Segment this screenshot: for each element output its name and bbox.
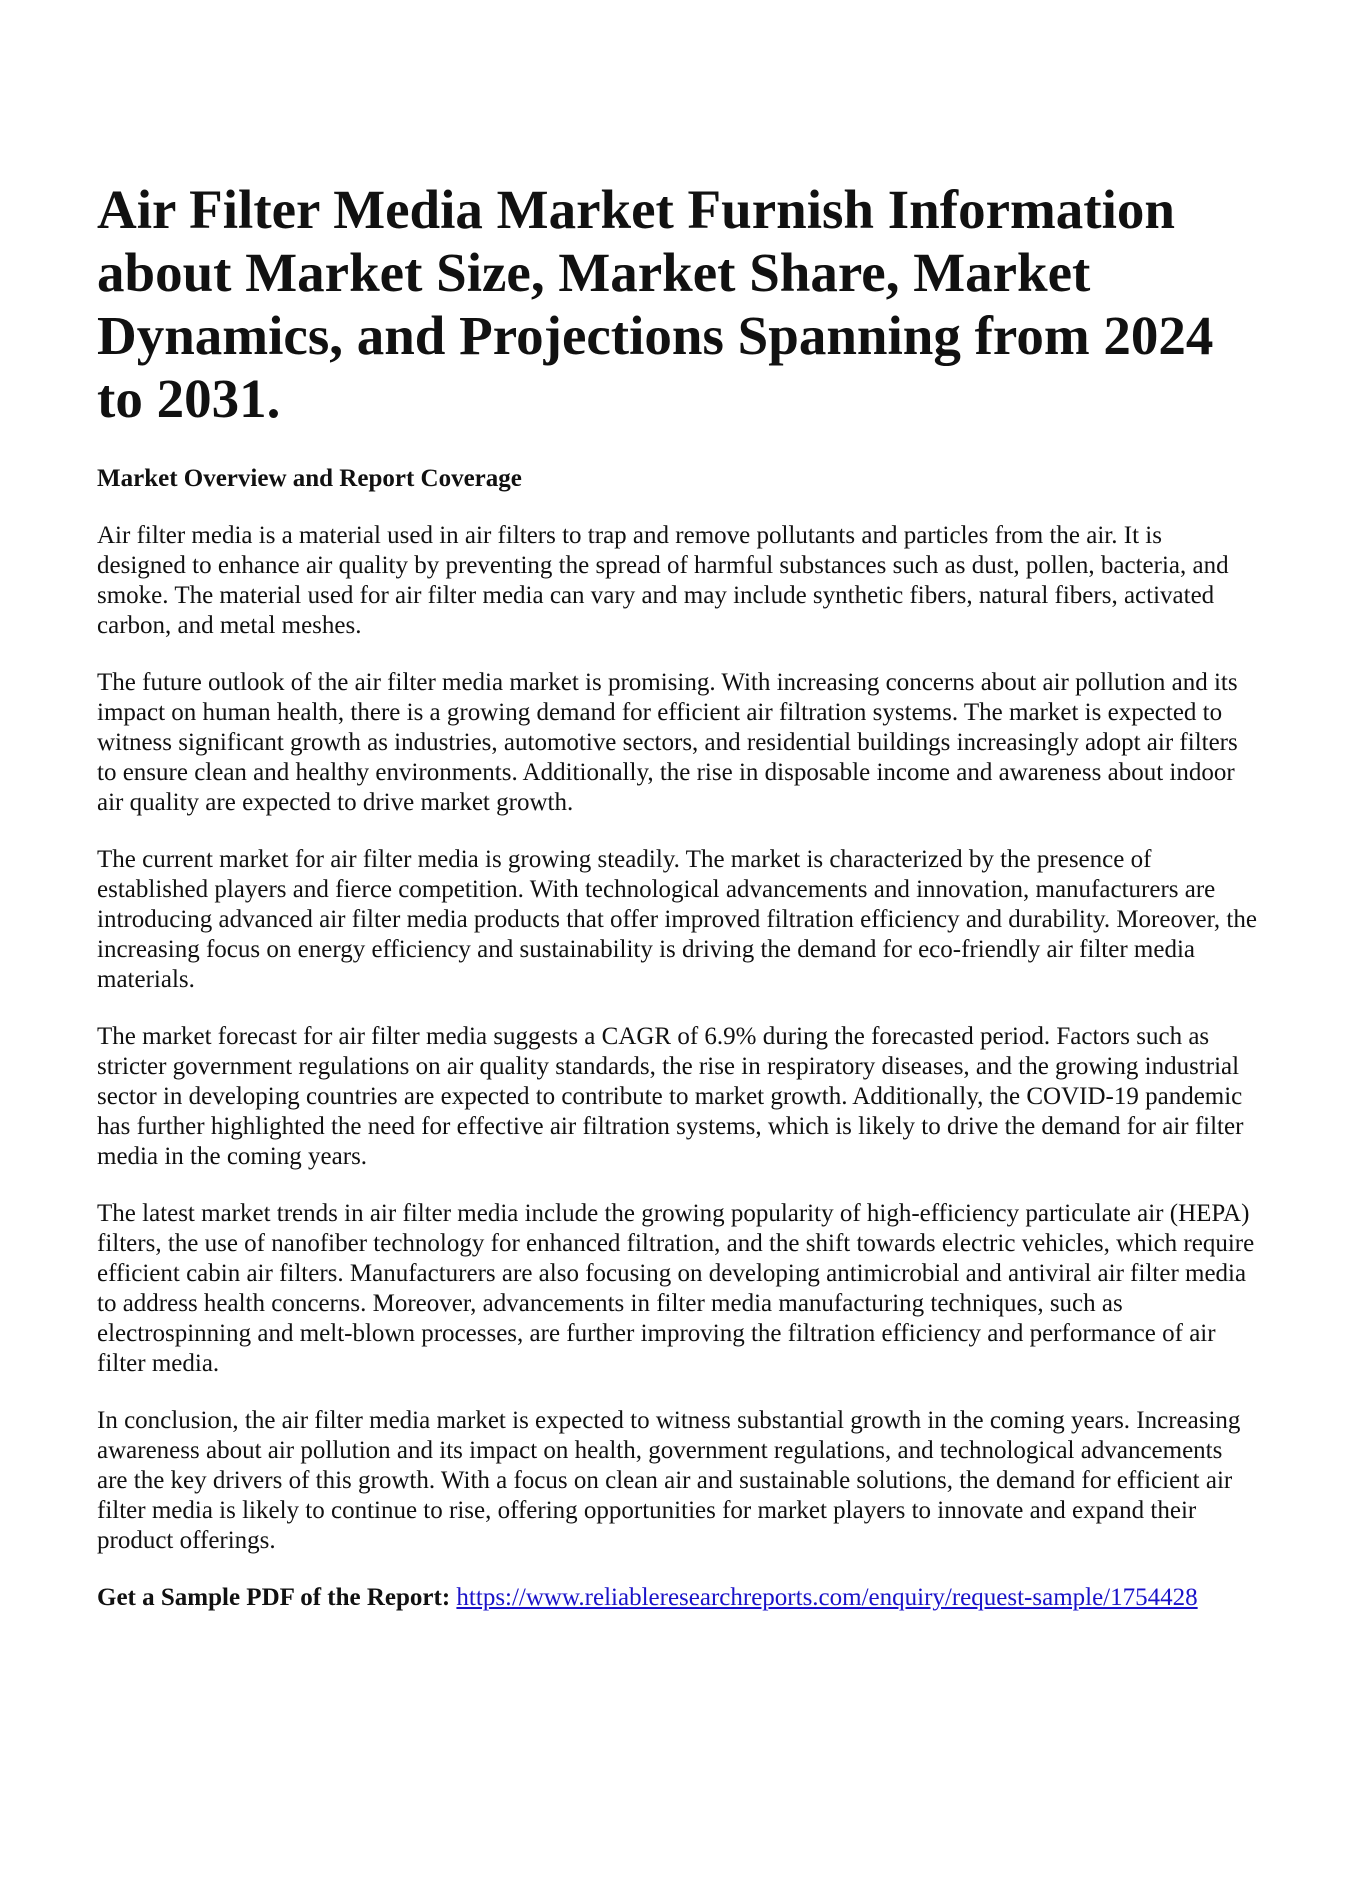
document-page	[97, 178, 1257, 1613]
sample-pdf-link[interactable]: https://www.reliableresearchreports.com/enquiry/request-sample/1754428	[456, 1584, 1198, 1611]
paragraph-trends: The latest market trends in air filter media include the growing popularity of high-efficiency particulate air (HEPA) filters, the use of nanofiber technology for enhanced filtration, and the shift towards electric vehicles, which require efficient cabin air filters. Manufacturers are also focusing on developing antimicrobial and antiviral air filter media to address health concerns. Moreover, advancements in filter media manufacturing techniques, such as electrospinning and melt-blown processes, are further improving the filtration efficiency and performance of air filter media.	[97, 1200, 1255, 1377]
paragraph-future-outlook: The future outlook of the air filter media market is promising. With increasing concerns about air pollution and its impact on human health, there is a growing demand for efficient air filtration systems. The market is expected to witness significant growth as industries, automotive sectors, and residential buildings increasingly adopt air filters to ensure clean and healthy environments. Additionally, the rise in disposable income and awareness about indoor air quality are expected to drive market growth.	[97, 669, 1238, 816]
paragraph-conclusion: In conclusion, the air filter media market is expected to witness substantial growth in the coming years. Increasing awareness about air pollution and its impact on health, government regulations, and technological advancements are the key drivers of this growth. With a focus on clean air and sustainable solutions, the demand for efficient air filter media is likely to continue to rise, offering opportunities for market players to innovate and expand their product offerings.	[97, 1407, 1241, 1554]
sample-request	[97, 1583, 1257, 1613]
section-heading: Market Overview and Report Coverage	[97, 465, 522, 492]
sample-label: Get a Sample PDF of the Report:	[97, 1584, 451, 1611]
document-title: Air Filter Media Market Furnish Information about Market Size, Market Share, Market Dynamics, and Projections Spanning from 2024 to 2031.	[97, 179, 1214, 429]
paragraph-forecast: The market forecast for air filter media suggests a CAGR of 6.9% during the forecasted period. Factors such as stricter government regulations on air quality standards, the rise in respiratory diseases, and the growing industrial sector in developing countries are expected to contribute to market growth. Additionally, the COVID-19 pandemic has further highlighted the need for effective air filtration systems, which is likely to drive the demand for air filter media in the coming years.	[97, 1023, 1244, 1170]
paragraph-definition: Air filter media is a material used in air filters to trap and remove pollutants and particles from the air. It is designed to enhance air quality by preventing the spread of harmful substances such as dust, pollen, bacteria, and smoke. The material used for air filter media can vary and may include synthetic fibers, natural fibers, activated carbon, and metal meshes.	[97, 522, 1229, 639]
paragraph-current-market: The current market for air filter media is growing steadily. The market is characterized by the presence of established players and fierce competition. With technological advancements and innovation, manufacturers are introducing advanced air filter media products that offer improved filtration efficiency and durability. Moreover, the increasing focus on energy efficiency and sustainability is driving the demand for eco-friendly air filter media materials.	[97, 846, 1257, 993]
